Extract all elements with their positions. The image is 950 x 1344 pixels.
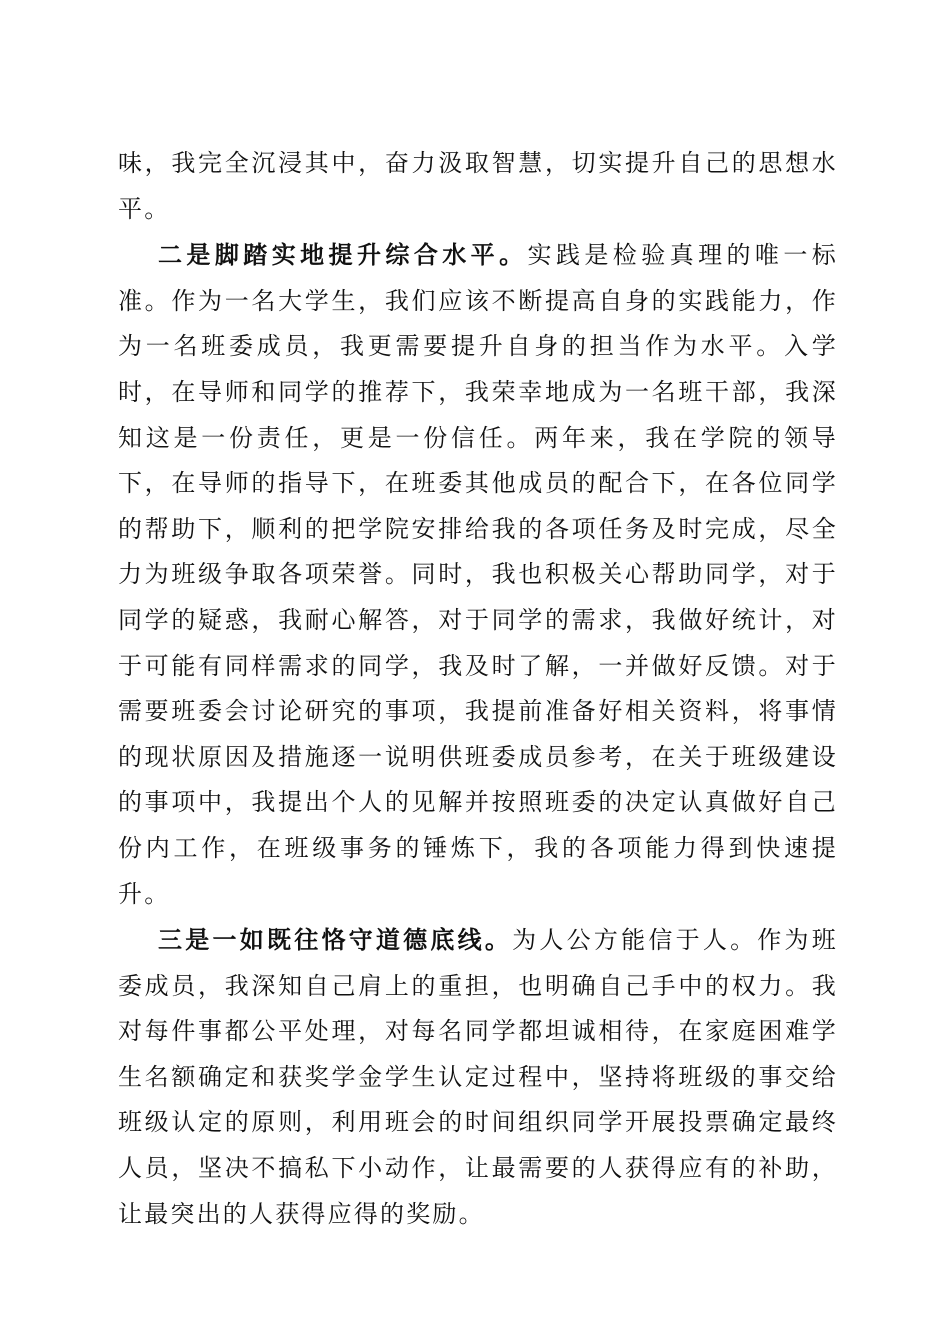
paragraph-text: 实践是检验真理的唯一标准。作为一名大学生，我们应该不断提高自身的实践能力，作为一名班委成员，我更需要提升自身的担当作为水平。入学时，在导师和同学的推荐下，我荣幸地成为一名班干部，我深知这是一份责任，更是一份信任。两年来，我在学院的领导下，在导师的指导下，在班委其他成员的配合下，在各位同学的帮助下，顺利的把学院安排给我的各项任务及时完成，尽全力为班级争取各项荣誉。同时，我也积极关心帮助同学，对于同学的疑惑，我耐心解答，对于同学的需求，我做好统计，对于可能有同样需求的同学，我及时了解，一并做好反馈。对于需要班委会讨论研究的事项，我提前准备好相关资料，将事情的现状原因及措施逐一说明供班委成员参考，在关于班级建设的事项中，我提出个人的见解并按照班委的决定认真做好自己份内工作，在班级事务的锤炼下，我的各项能力得到快速提升。 (118, 241, 838, 908)
paragraph-practice (118, 232, 838, 917)
paragraph-continuation (118, 141, 838, 232)
document-body (118, 141, 838, 1237)
paragraph-ethics (118, 917, 838, 1237)
paragraph-text: 为人公方能信于人。作为班委成员，我深知自己肩上的重担，也明确自己手中的权力。我对每件事都公平处理，对每名同学都坦诚相待，在家庭困难学生名额确定和获奖学金学生认定过程中，坚持将班级的事交给班级认定的原则，利用班会的时间组织同学开展投票确定最终人员，坚决不搞私下小动作，让最需要的人获得应有的补助，让最突出的人获得应得的奖励。 (118, 926, 838, 1228)
paragraph-heading: 三是一如既往恪守道德底线。 (158, 925, 513, 955)
paragraph-heading: 二是脚踏实地提升综合水平。 (158, 240, 528, 270)
paragraph-text: 味，我完全沉浸其中，奋力汲取智慧，切实提升自己的思想水平。 (118, 149, 838, 223)
